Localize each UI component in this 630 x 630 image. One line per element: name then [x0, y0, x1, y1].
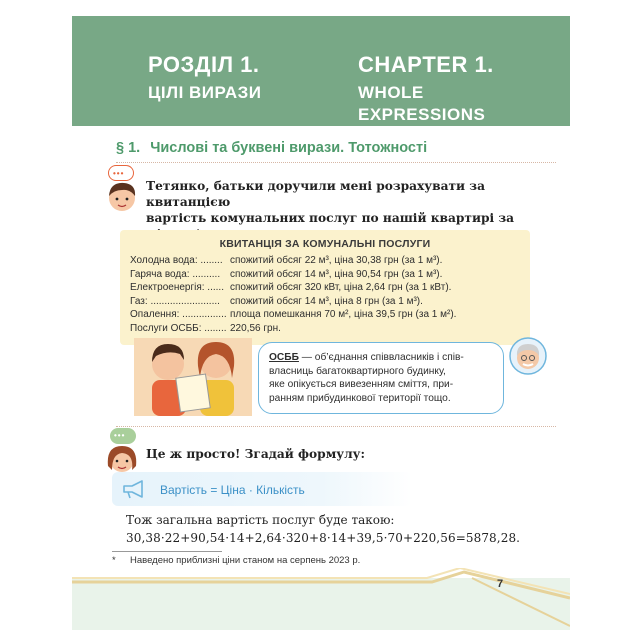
footnote-divider: [112, 551, 222, 552]
dialog-boy-line2: вартість комунальних послуг по нашій квартирі за: [146, 211, 515, 225]
receipt-row: [130, 268, 456, 282]
speech-bubble-icon: •••: [110, 428, 136, 444]
receipt-row: [130, 281, 456, 295]
footnote-marker: *: [112, 555, 116, 566]
chapter-number-ua: РОЗДІЛ 1.: [148, 52, 260, 77]
receipt-row-value: спожитий обсяг 14 м³, ціна 90,54 грн (за 1 м³).: [230, 268, 443, 280]
textbook-page: [72, 0, 570, 630]
chapter-title-ua: ЦІЛІ ВИРАЗИ: [148, 83, 262, 102]
section-title: [116, 140, 427, 156]
receipt-rows: [130, 254, 456, 335]
receipt-title: КВИТАНЦІЯ ЗА КОМУНАЛЬНІ ПОСЛУГИ: [219, 238, 431, 250]
chapter-title-en-line2: EXPRESSIONS: [358, 105, 486, 124]
chapter-heading-ua: [148, 52, 262, 104]
chapter-header: [72, 16, 570, 126]
receipt-row-label: Послуги ОСББ: ........: [130, 322, 227, 334]
boy-avatar-icon: [102, 176, 142, 216]
chapter-title-en-line1: WHOLE: [358, 83, 424, 102]
note-term: ОСББ: [269, 352, 299, 363]
page-number: 7: [497, 578, 504, 590]
receipt-row: [130, 254, 456, 268]
note-line1: — об’єднання співвласників і спів-: [298, 352, 464, 363]
utility-receipt: [120, 230, 530, 345]
receipt-row-label: Гаряча вода: ..........: [130, 268, 221, 280]
dialog-girl: Це ж просто! Згадай формулу:: [146, 447, 365, 461]
receipt-row-value: спожитий обсяг 22 м³, ціна 30,38 грн (за 1 м³).: [230, 255, 443, 266]
footnote: [112, 555, 360, 566]
calculation-expression: 30,38·22+90,54·14+2,64·320+8·14+39,5·70+220,56=5878,28.: [126, 531, 521, 545]
chapter-heading-en: [358, 52, 494, 126]
receipt-row-label: Холодна вода: ........: [130, 255, 223, 266]
formula-box: [112, 472, 412, 506]
receipt-row-label: Опалення: ................: [130, 309, 227, 320]
note-line2: власниць багатоквартирного будинку,: [269, 365, 446, 377]
dialog-boy-line1: Тетянко, батьки доручили мені розрахувати за квитанцією: [146, 179, 485, 209]
osbb-definition-note: [258, 342, 504, 414]
divider: [116, 426, 556, 427]
receipt-row: [130, 295, 456, 309]
section-title-text: Числові та буквені вирази. Тотожності: [150, 140, 428, 156]
receipt-row-value: площа помешкання 70 м², ціна 39,5 грн (за 1 м²).: [230, 309, 457, 320]
note-line4: ранням прибудинкової території тощо.: [269, 392, 451, 404]
receipt-row-label: Електроенергія: ......: [130, 282, 224, 293]
receipt-row: [130, 308, 456, 322]
divider: [116, 162, 556, 163]
receipt-row-value: спожитий обсяг 14 м³, ціна 8 грн (за 1 м³).: [230, 295, 423, 307]
speech-bubble-icon: •••: [108, 165, 134, 181]
kids-reading-receipt-illustration: [134, 332, 252, 416]
footnote-text: Наведено приблизні ціни станом на серпень 2023 р.: [130, 555, 361, 566]
calculation-intro: Тож загальна вартість послуг буде такою:: [126, 513, 395, 527]
chapter-number-en: CHAPTER 1.: [358, 52, 494, 77]
grandpa-avatar-icon: [508, 336, 548, 376]
formula-text: Вартість = Ціна · Кількість: [160, 483, 305, 497]
receipt-row-value: спожитий обсяг 320 кВт, ціна 2,64 грн (за 1 кВт).: [230, 282, 452, 293]
receipt-row-value: 220,56 грн.: [230, 322, 281, 334]
footer-decoration: [72, 568, 570, 630]
section-number: § 1.: [116, 140, 141, 156]
note-line3: яке опікується вивезенням сміття, при-: [269, 379, 454, 390]
receipt-row-label: Газ: .........................: [130, 295, 220, 307]
megaphone-icon: [120, 479, 148, 499]
